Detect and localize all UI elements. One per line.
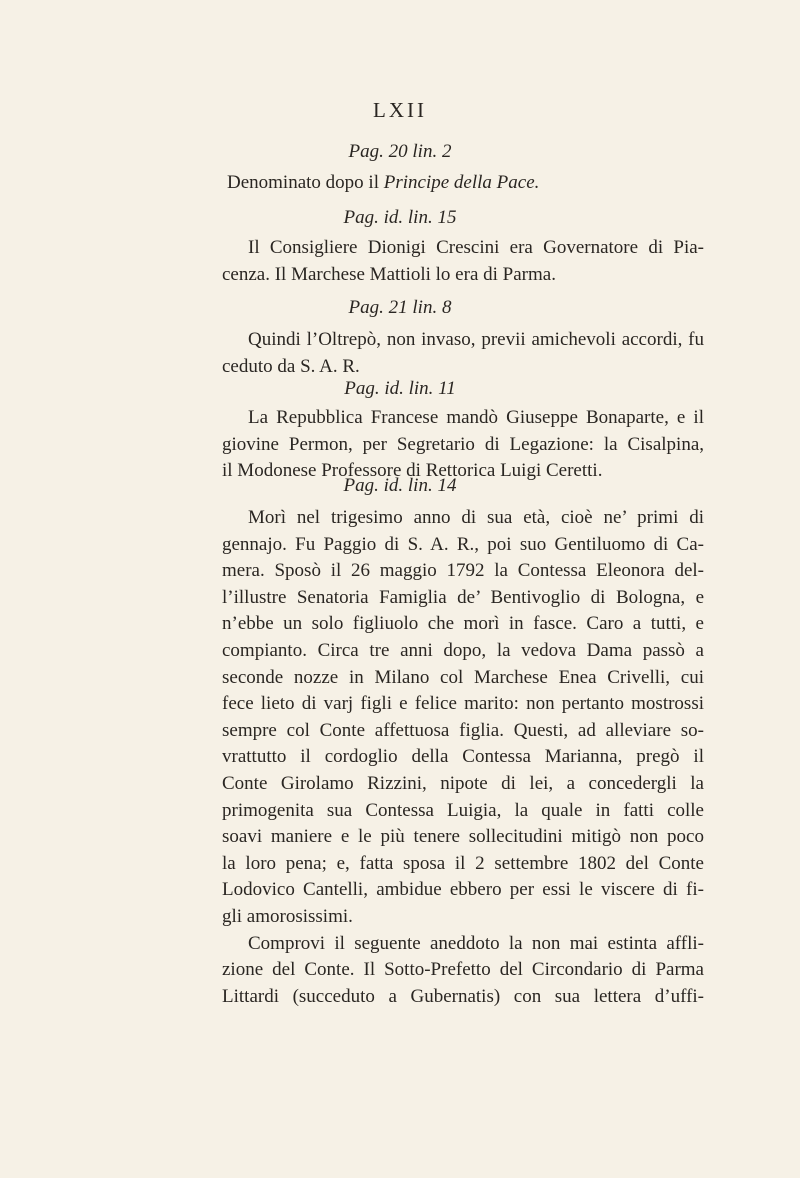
- text-line: vrattutto il cordoglio della Contessa Marianna, pregò il: [222, 746, 704, 768]
- text-line: Littardi (succeduto a Gubernatis) con sua lettera d’uffi-: [222, 985, 704, 1007]
- running-head-page-number: LXII: [373, 98, 427, 122]
- text-line: mera. Sposò il 26 maggio 1792 la Contessa Eleonora del-: [222, 560, 704, 582]
- text-line: Denominato dopo il Principe della Pace.: [227, 172, 540, 193]
- text-line: gli amorosissimi.: [222, 905, 353, 927]
- text-line: compianto. Circa tre anni dopo, la vedova Dama passò a: [222, 639, 704, 661]
- text-line: n’ebbe un solo figliuolo che morì in fasce. Caro a tutti, e: [222, 613, 704, 635]
- note-reference: Pag. 20 lin. 2: [348, 141, 452, 162]
- text-line: Il Consigliere Dionigi Crescini era Governatore di Pia-: [248, 237, 704, 258]
- text-line: gennajo. Fu Paggio di S. A. R., poi suo Gentiluomo di Ca-: [222, 533, 704, 555]
- text-line: fece lieto di varj figli e felice marito: non pertanto mostrossi: [222, 693, 704, 715]
- text-line: primogenita sua Contessa Luigia, la quale in fatti colle: [222, 799, 704, 821]
- note-text: [227, 170, 709, 197]
- note-text: [222, 235, 704, 288]
- text-line: l’illustre Senatoria Famiglia de’ Bentivoglio di Bologna, e: [222, 586, 704, 608]
- text-line: cenza. Il Marchese Mattioli lo era di Parma.: [222, 263, 556, 285]
- text-line: la loro pena; e, fatta sposa il 2 settembre 1802 del Conte: [222, 852, 704, 874]
- text-line: zione del Conte. Il Sotto-Prefetto del Circondario di Parma: [222, 959, 704, 981]
- text-line: Comprovi il seguente aneddoto la non mai estinta affli-: [248, 932, 704, 954]
- text-line: sempre col Conte affettuosa figlia. Questi, ad alleviare so-: [222, 719, 704, 741]
- text-line: seconde nozze in Milano col Marchese Enea Crivelli, cui: [222, 666, 704, 688]
- note-reference: Pag. id. lin. 15: [343, 207, 457, 228]
- text-line: La Repubblica Francese mandò Giuseppe Bonaparte, e il: [248, 407, 704, 428]
- note-text: [222, 327, 704, 380]
- text-line: Lodovico Cantelli, ambidue ebbero per essi le viscere di fi-: [222, 879, 704, 901]
- text-line: soavi maniere e le più tenere sollecitudini mitigò non poco: [222, 826, 704, 848]
- text-line: Quindi l’Oltrepò, non invaso, previi amichevoli accordi, fu: [248, 329, 704, 350]
- text-line: Conte Girolamo Rizzini, nipote di lei, a concedergli la: [222, 772, 704, 794]
- text-line: Morì nel trigesimo anno di sua età, cioè ne’ primi di: [248, 507, 704, 528]
- note-reference: Pag. id. lin. 11: [344, 378, 456, 399]
- note-reference: Pag. 21 lin. 8: [348, 297, 452, 318]
- note-text: [222, 405, 704, 485]
- note-text: [222, 505, 704, 1010]
- note-reference: Pag. id. lin. 14: [343, 475, 457, 496]
- text-line: ceduto da S. A. R.: [222, 355, 360, 377]
- text-line: il Modonese Professore di Rettorica Luigi Ceretti.: [222, 460, 603, 481]
- text-line: giovine Permon, per Segretario di Legazione: la Cisalpina,: [222, 433, 704, 455]
